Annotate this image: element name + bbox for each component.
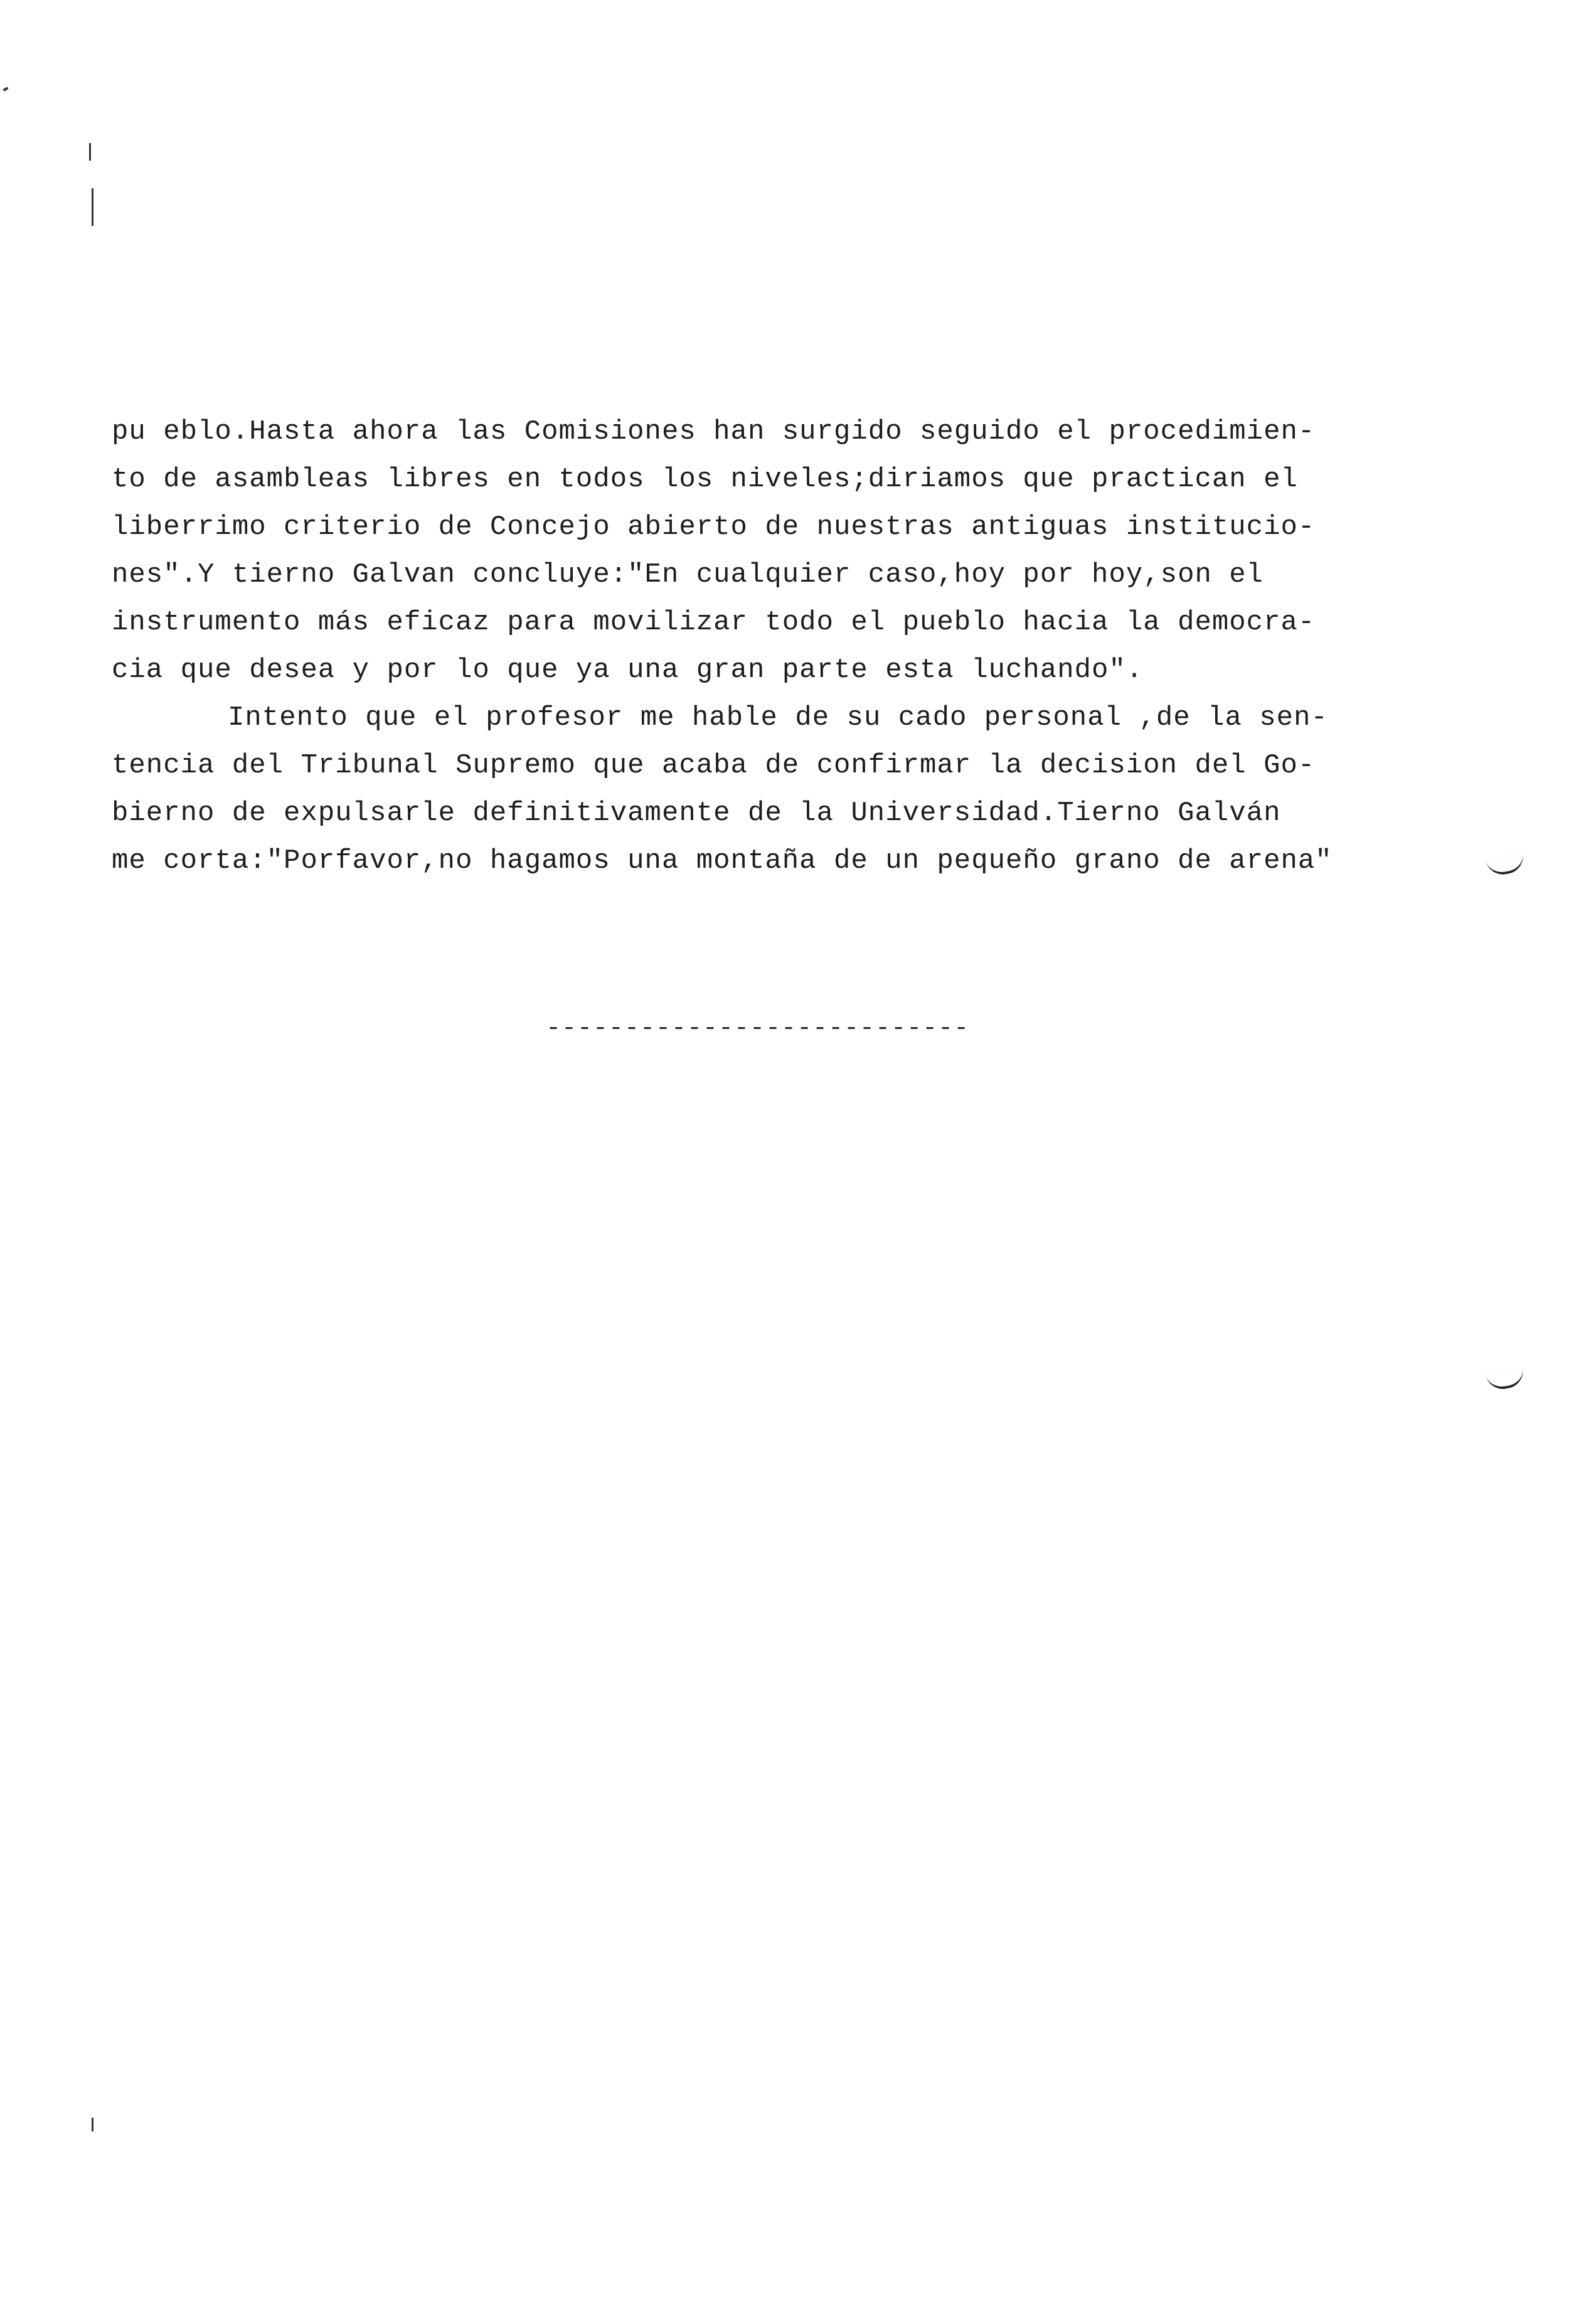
text-line: to de asambleas libres en todos los niveles;diriamos que practican el bbox=[112, 464, 1298, 495]
margin-mark bbox=[92, 188, 93, 226]
margin-mark bbox=[92, 2118, 93, 2131]
text-line: pu eblo.Hasta ahora las Comisiones han surgido seguido el procedimien- bbox=[112, 416, 1316, 447]
margin-mark bbox=[89, 143, 91, 161]
text-line: bierno de expulsarle definitivamente de la Universidad.Tierno Galván bbox=[112, 797, 1281, 829]
text-line: cia que desea y por lo que ya una gran parte esta luchando". bbox=[112, 654, 1144, 686]
text-line: me corta:"Porfavor,no hagamos una montaña de un pequeño grano de arena" bbox=[112, 845, 1333, 877]
text-line: liberrimo criterio de Concejo abierto de nuestras antiguas institucio- bbox=[112, 511, 1316, 543]
margin-mark bbox=[3, 87, 9, 91]
handwritten-mark bbox=[1486, 1368, 1526, 1392]
text-line: tencia del Tribunal Supremo que acaba de confirmar la decision del Go- bbox=[112, 750, 1316, 781]
section-divider: --------------------------- bbox=[546, 1015, 970, 1043]
text-line: instrumento más eficaz para movilizar todo el pueblo hacia la democra- bbox=[112, 607, 1316, 638]
text-line: Intento que el profesor me hable de su cado personal ,de la sen- bbox=[228, 702, 1328, 733]
text-line: nes".Y tierno Galvan concluye:"En cualquier caso,hoy por hoy,son el bbox=[112, 559, 1264, 590]
typed-text-block bbox=[112, 408, 1523, 885]
